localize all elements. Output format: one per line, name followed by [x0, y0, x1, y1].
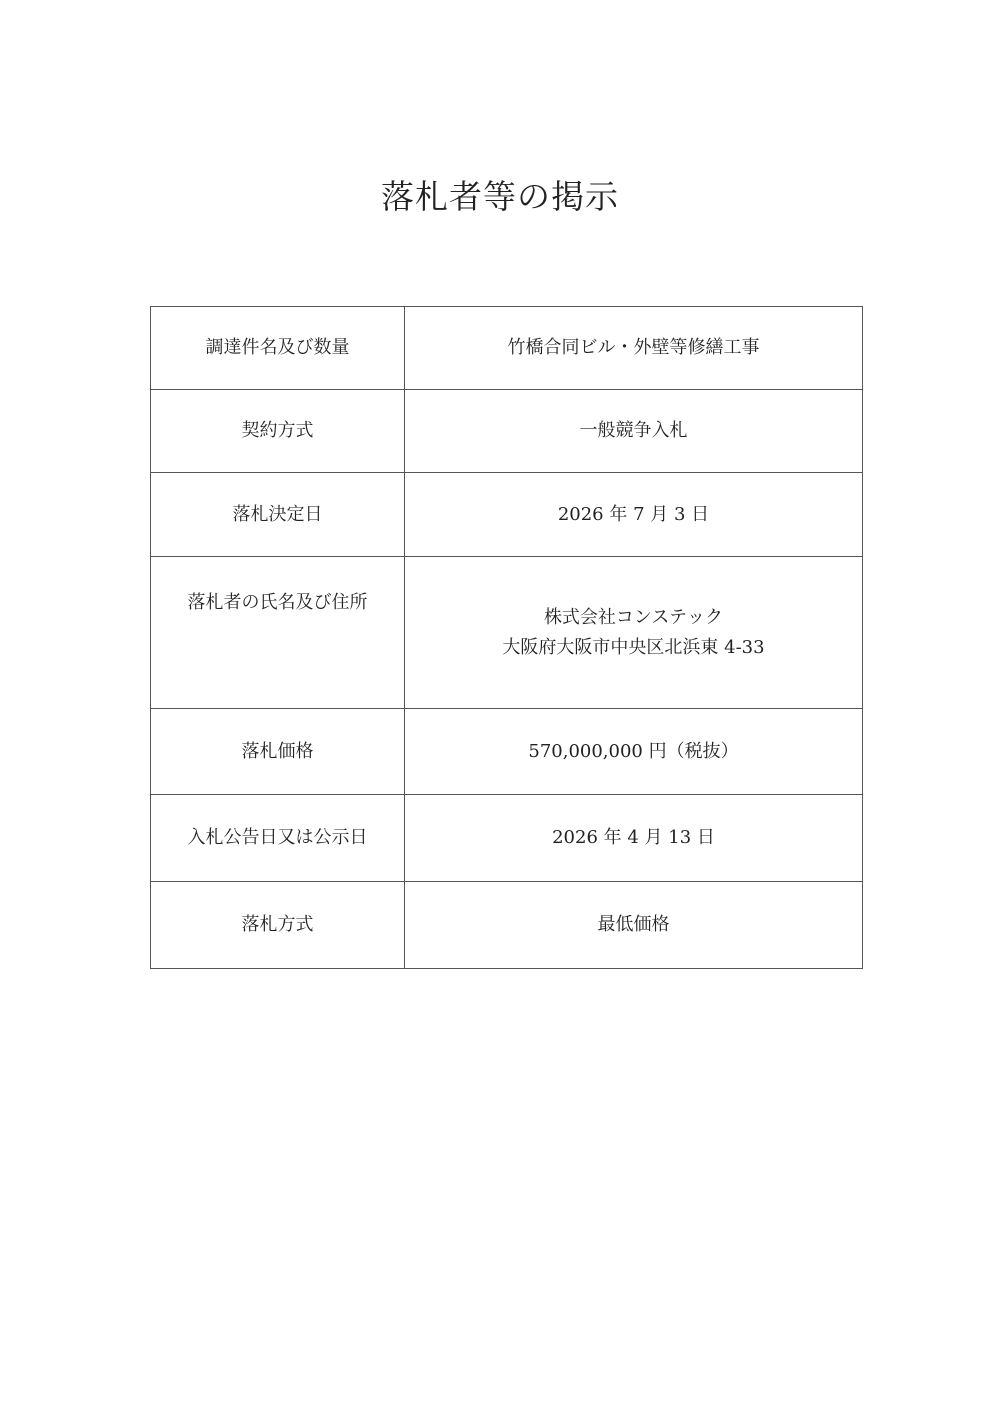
row-label: 落札価格: [151, 709, 405, 795]
row-label: 入札公告日又は公示日: [151, 795, 405, 882]
table-row: [151, 473, 863, 557]
row-value: [405, 390, 863, 473]
row-label: 落札方式: [151, 882, 405, 969]
award-date: 2026 年 7 月 3 日: [557, 503, 710, 525]
row-label: 契約方式: [151, 390, 405, 473]
contract-method: 一般競争入札: [579, 420, 688, 441]
table-row: [151, 307, 863, 390]
row-label: 調達件名及び数量: [151, 307, 405, 390]
award-price: 570,000,000 円（税抜）: [528, 740, 739, 762]
row-label: 落札決定日: [151, 473, 405, 557]
page-title: 落札者等の掲示: [381, 177, 619, 216]
winner-name: 株式会社コンステック: [543, 606, 724, 628]
row-value: [405, 709, 863, 795]
row-label: 落札者の氏名及び住所: [151, 557, 405, 709]
table-row: [151, 882, 863, 969]
table-row: [151, 795, 863, 882]
row-value: [405, 307, 863, 390]
table-row: [151, 557, 863, 709]
award-notice-table: [150, 306, 863, 969]
row-value: [405, 882, 863, 969]
winner-address: 大阪府大阪市中央区北浜東 4-33: [502, 636, 765, 658]
bid-announcement-date: 2026 年 4 月 13 日: [552, 827, 715, 848]
row-value: [405, 473, 863, 557]
row-value: [405, 557, 863, 709]
table-row: [151, 390, 863, 473]
table-row: [151, 709, 863, 795]
procurement-subject: 竹橋合同ビル・外壁等修繕工事: [507, 337, 760, 358]
award-method: 最低価格: [597, 914, 670, 935]
row-value: [405, 795, 863, 882]
